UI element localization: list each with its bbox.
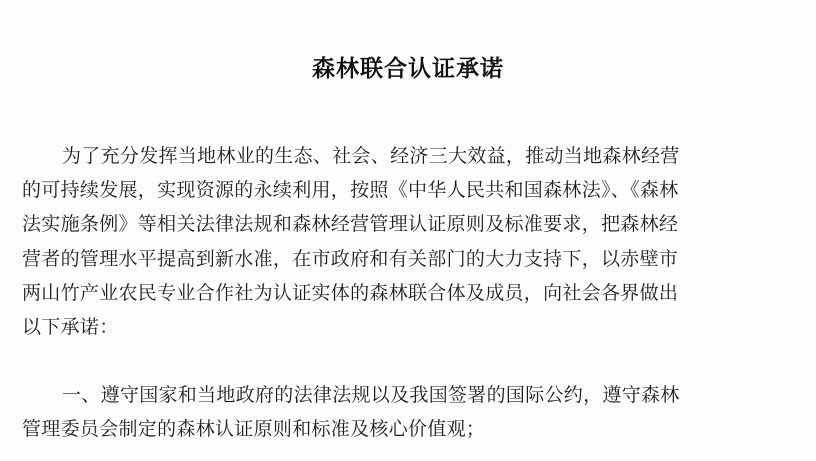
paragraph-line: 管理委员会制定的森林认证原则和标准及核心价值观； [22,418,486,441]
paragraph-line: 的可持续发展，实现资源的永续利用，按照《中华人民共和国森林法》、《森林 [22,179,679,202]
document-title: 森林联合认证承诺 [312,56,504,82]
paragraph-line: 为了充分发挥当地林业的生态、社会、经济三大效益，推动当地森林经营 [62,145,680,167]
paragraph-line: 一、遵守国家和当地政府的法律法规以及我国签署的国际公约，遵守森林 [62,384,680,406]
paragraph-intro [22,139,742,344]
paragraph-line: 营者的管理水平提高到新水准，在市政府和有关部门的大力支持下，以赤壁市 [22,247,679,270]
paragraph-commitment-1 [22,378,742,446]
paragraph-line: 法实施条例》等相关法律法规和森林经营管理认证原则及标准要求，把森林经 [22,213,679,236]
paragraph-line: 两山竹产业农民专业合作社为认证实体的森林联合体及成员，向社会各界做出 [22,281,679,304]
paragraph-line: 以下承诺： [22,315,119,338]
